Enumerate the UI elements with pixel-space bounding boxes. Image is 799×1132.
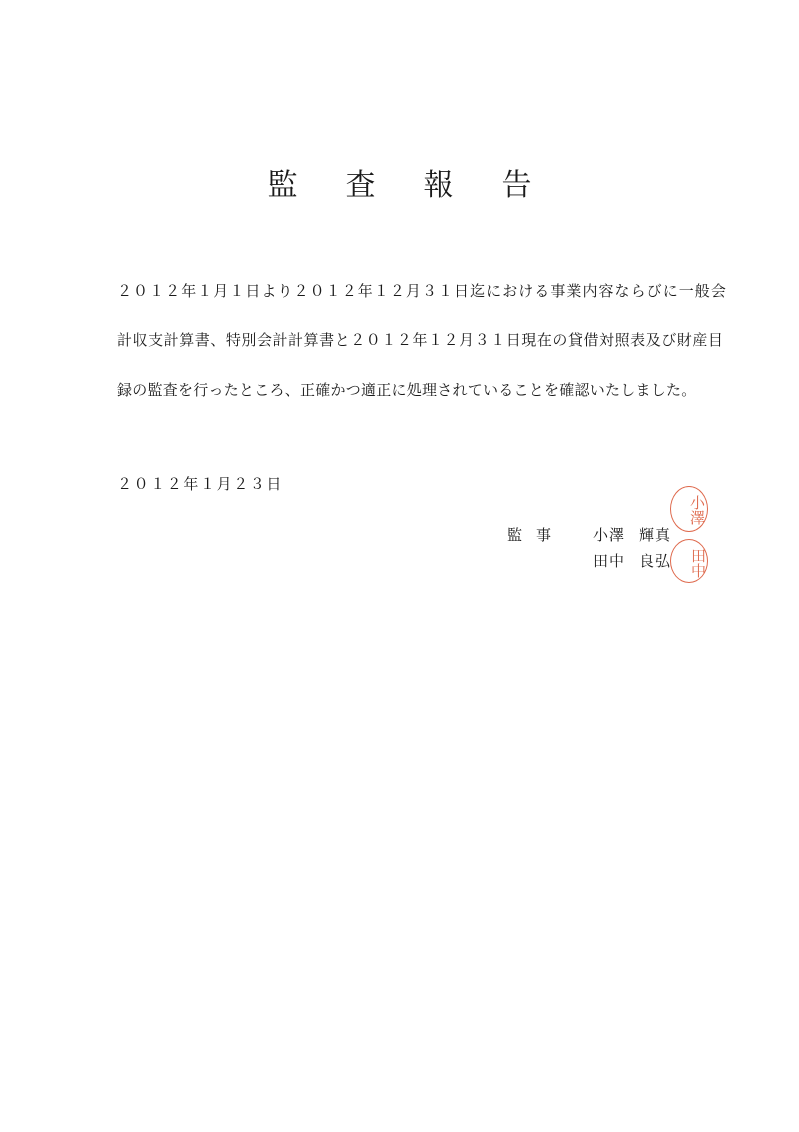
auditor-given-name-2: 良弘 bbox=[639, 552, 672, 570]
auditor-given-name-1: 輝真 bbox=[639, 526, 672, 544]
auditor-name-1 bbox=[593, 525, 671, 545]
report-date: ２０１２年１月２３日 bbox=[117, 475, 284, 493]
seal-stamp-1-icon: 小澤 bbox=[670, 486, 708, 532]
auditor-surname-2: 田中 bbox=[593, 552, 626, 570]
seal-stamp-2-icon: 田中 bbox=[670, 539, 708, 583]
auditor-surname-1: 小澤 bbox=[593, 526, 626, 544]
auditor-role: 監事 bbox=[507, 526, 566, 544]
auditor-name-2 bbox=[593, 551, 671, 571]
body-line-2: 計収支計算書、特別会計計算書と２０１２年１２月３１日現在の貸借対照表及び財産目 bbox=[117, 331, 724, 349]
document-title: 監査報告 bbox=[267, 168, 580, 203]
body-line-1: ２０１２年１月１日より２０１２年１２月３１日迄における事業内容ならびに一般会 bbox=[117, 282, 727, 300]
body-line-3: 録の監査を行ったところ、正確かつ適正に処理されていることを確認いたしました。 bbox=[117, 381, 697, 399]
